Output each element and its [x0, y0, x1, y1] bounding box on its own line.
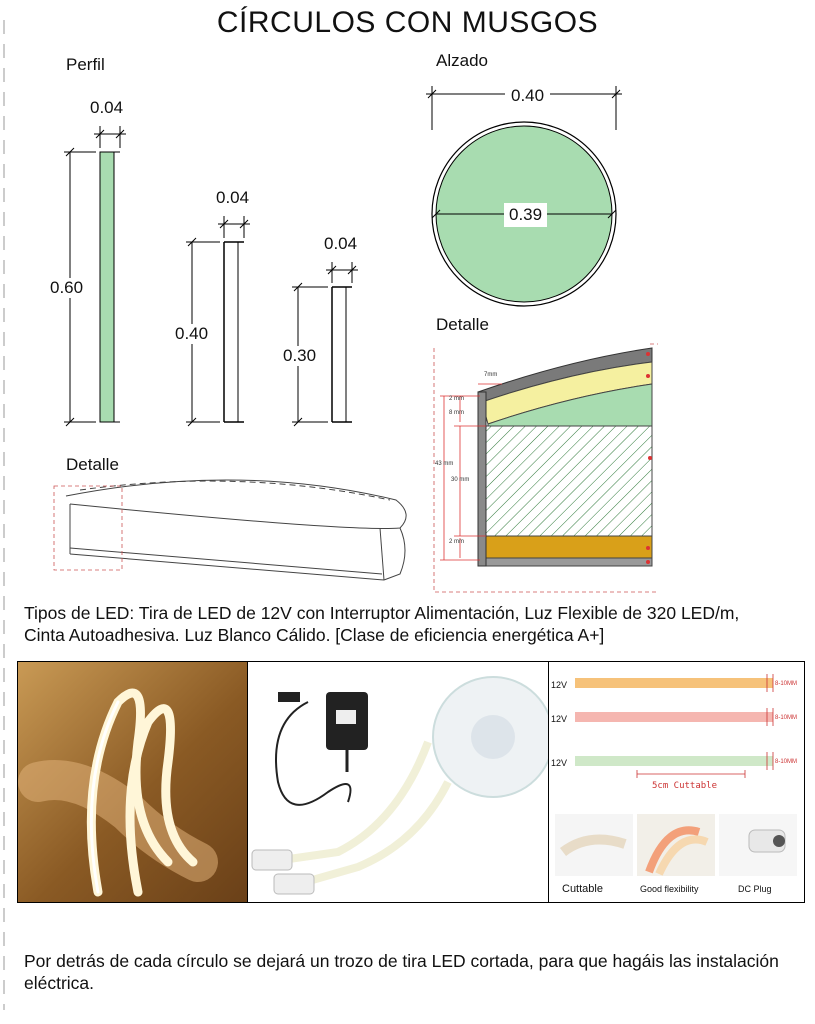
led-kit-photo — [247, 661, 550, 903]
detail-section-drawing — [430, 340, 670, 600]
profile-1-section — [100, 152, 114, 422]
spec-voltage-2: 12V — [551, 714, 568, 724]
detail-dim-43mm: 43 mm — [435, 461, 454, 467]
detail-section-label: Detalle — [436, 315, 489, 334]
led-kit-illustration — [248, 662, 549, 902]
profile-label: Perfil — [66, 55, 105, 74]
spec-caption-flexibility: Good flexibility — [640, 884, 699, 894]
detail-dim-7mm: 7mm — [484, 372, 498, 378]
footer-note: Por detrás de cada círculo se dejará un trozo de tira LED cortada, para que hagáis las instalación eléctrica. — [24, 951, 779, 993]
spec-caption-dc-plug: DC Plug — [738, 884, 772, 894]
profile-1-height: 0.60 — [50, 278, 84, 297]
profile-2-width: 0.04 — [216, 188, 250, 207]
profile-3-height: 0.30 — [283, 346, 317, 365]
detail-dim-2mm-top: 2 mm — [449, 396, 464, 402]
elevation-label: Alzado — [436, 51, 488, 70]
detail-dim-8mm: 8 mm — [449, 410, 464, 416]
led-strip-glow — [18, 662, 248, 902]
detail-dim-30mm: 30 mm — [451, 477, 470, 483]
spec-voltage-3: 12V — [551, 758, 568, 768]
page-title: CÍRCULOS CON MUSGOS — [216, 6, 599, 39]
elevation-drawing — [420, 80, 640, 320]
led-hand-photo — [17, 661, 249, 903]
spec-width-2: 8-10MM — [775, 715, 798, 721]
spec-caption-cuttable: Cuttable — [562, 883, 603, 895]
elevation-inner-diameter: 0.39 — [504, 203, 547, 227]
spec-voltage-1: 12V — [551, 680, 568, 690]
profile-2-height: 0.40 — [175, 324, 209, 343]
elevation-outer-diameter: 0.40 — [505, 86, 550, 106]
margin-ticks — [0, 0, 10, 1024]
led-description: Tipos de LED: Tira de LED de 12V con Interruptor Alimentación, Luz Flexible de 320 LED/m, Cinta Autoadhesiva. Luz Blanco Cálido. [Clase de eficiencia energética A+] — [24, 603, 740, 645]
spec-cut-label: 5cm Cuttable — [652, 781, 718, 791]
profile-1-width: 0.04 — [90, 98, 124, 117]
profile-3-width: 0.04 — [324, 234, 358, 253]
detail-3d-label: Detalle — [66, 455, 119, 474]
spec-width-1: 8-10MM — [775, 681, 798, 687]
profile-drawing — [40, 90, 370, 435]
detail-dim-2mm-bottom: 2 mm — [449, 539, 464, 545]
spec-width-3: 8-10MM — [775, 759, 798, 765]
detail-3d-drawing — [50, 470, 420, 590]
